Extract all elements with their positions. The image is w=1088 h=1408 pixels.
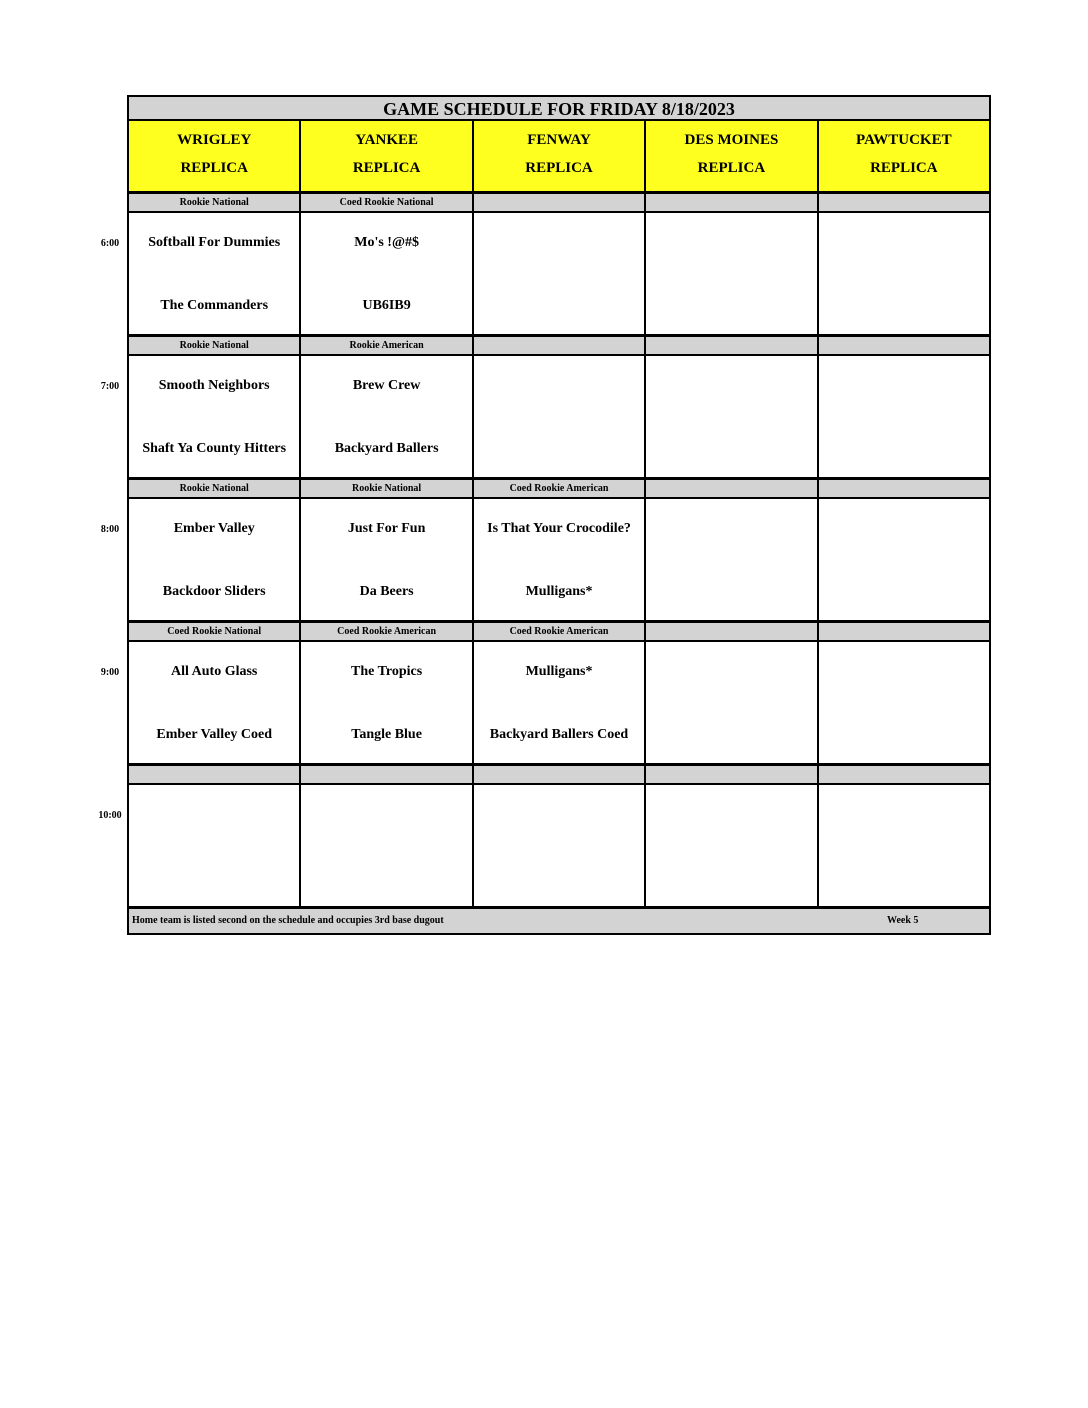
- division-label: Rookie American: [301, 337, 473, 354]
- division-label: Coed Rookie National: [129, 623, 301, 640]
- game-cell: [646, 213, 818, 334]
- footer-note: Home team is listed second on the schedule and occupies 3rd base dugout: [132, 915, 444, 926]
- division-label: Rookie National: [129, 337, 301, 354]
- away-team: Smooth Neighbors: [158, 378, 270, 393]
- field-sub: REPLICA: [525, 160, 593, 176]
- field-header: [819, 121, 989, 191]
- time-label-10: 10:00: [98, 810, 122, 821]
- game-row: [129, 642, 989, 766]
- game-cell: [819, 499, 989, 620]
- time-label-9: 9:00: [100, 667, 120, 678]
- division-label: [646, 480, 818, 497]
- field-header-row: [129, 121, 989, 194]
- division-label: Coed Rookie American: [474, 623, 646, 640]
- field-header: [129, 121, 301, 191]
- division-label: Rookie National: [129, 480, 301, 497]
- week-label: Week 5: [887, 915, 919, 926]
- division-row: [129, 766, 989, 785]
- game-cell: [819, 785, 989, 906]
- home-team: The Commanders: [160, 298, 269, 313]
- away-team: Is That Your Crocodile?: [487, 521, 631, 536]
- division-label: Coed Rookie American: [301, 623, 473, 640]
- game-row: [129, 785, 989, 909]
- field-name: FENWAY: [527, 132, 591, 148]
- field-name: YANKEE: [355, 132, 419, 148]
- time-label-6: 6:00: [100, 238, 120, 249]
- game-cell: [474, 356, 646, 477]
- home-team: Ember Valley Coed: [156, 727, 273, 742]
- away-team: Ember Valley: [173, 521, 255, 536]
- away-team: The Tropics: [351, 664, 423, 679]
- away-team: Just For Fun: [347, 521, 426, 536]
- game-cell: [474, 785, 646, 906]
- away-team: All Auto Glass: [171, 664, 258, 679]
- division-label: Coed Rookie National: [301, 194, 473, 211]
- field-name: WRIGLEY: [177, 132, 252, 148]
- game-row: [129, 356, 989, 480]
- game-cell: [646, 356, 818, 477]
- division-label: [646, 194, 818, 211]
- division-label: Coed Rookie American: [474, 480, 646, 497]
- division-label: [819, 766, 989, 783]
- game-cell: [129, 499, 301, 620]
- field-sub: REPLICA: [352, 160, 421, 176]
- game-cell: [819, 356, 989, 477]
- division-row: [129, 623, 989, 642]
- division-label: [474, 337, 646, 354]
- game-cell: [129, 356, 301, 477]
- division-label: [819, 337, 989, 354]
- home-team: Tangle Blue: [351, 727, 422, 742]
- game-cell: [646, 785, 818, 906]
- division-label: [474, 766, 646, 783]
- game-cell: [301, 356, 473, 477]
- game-cell: [819, 642, 989, 763]
- division-label: [819, 623, 989, 640]
- home-team: UB6IB9: [362, 298, 411, 313]
- home-team: Mulligans*: [525, 584, 593, 599]
- game-cell: [301, 499, 473, 620]
- division-row: [129, 194, 989, 213]
- division-label: [646, 623, 818, 640]
- field-header: [474, 121, 646, 191]
- home-team: Shaft Ya County Hitters: [142, 441, 287, 456]
- field-sub: REPLICA: [870, 160, 938, 176]
- game-cell: [646, 499, 818, 620]
- away-team: Softball For Dummies: [148, 235, 281, 250]
- field-header: [301, 121, 473, 191]
- division-label: Rookie National: [301, 480, 473, 497]
- game-cell: [819, 213, 989, 334]
- division-row: [129, 480, 989, 499]
- field-name: PAWTUCKET: [856, 132, 952, 148]
- division-label: [819, 194, 989, 211]
- field-name: DES MOINES: [684, 132, 779, 148]
- game-row: [129, 499, 989, 623]
- game-cell: [129, 785, 301, 906]
- field-header: [646, 121, 818, 191]
- time-label-7: 7:00: [100, 381, 120, 392]
- division-label: [129, 766, 301, 783]
- time-label-8: 8:00: [100, 524, 120, 535]
- field-sub: REPLICA: [697, 160, 766, 176]
- division-label: Rookie National: [129, 194, 301, 211]
- game-cell: [474, 642, 646, 763]
- game-row: [129, 213, 989, 337]
- game-cell: [474, 213, 646, 334]
- home-team: Backdoor Sliders: [162, 584, 266, 599]
- division-label: [474, 194, 646, 211]
- game-cell: [129, 213, 301, 334]
- game-cell: [301, 213, 473, 334]
- away-team: Brew Crew: [352, 378, 421, 393]
- schedule-footer: [129, 909, 989, 933]
- division-label: [301, 766, 473, 783]
- division-label: [646, 766, 818, 783]
- division-label: [819, 480, 989, 497]
- home-team: Backyard Ballers Coed: [489, 727, 629, 742]
- division-label: [646, 337, 818, 354]
- game-cell: [301, 785, 473, 906]
- game-cell: [646, 642, 818, 763]
- home-team: Backyard Ballers: [334, 441, 439, 456]
- away-team: Mulligans*: [525, 664, 593, 679]
- schedule-title: GAME SCHEDULE FOR FRIDAY 8/18/2023: [129, 97, 989, 121]
- division-row: [129, 337, 989, 356]
- schedule-table: [127, 95, 991, 935]
- away-team: Mo's !@#$: [354, 235, 419, 250]
- home-team: Da Beers: [359, 584, 414, 599]
- game-cell: [301, 642, 473, 763]
- game-cell: [129, 642, 301, 763]
- field-sub: REPLICA: [180, 160, 248, 176]
- game-cell: [474, 499, 646, 620]
